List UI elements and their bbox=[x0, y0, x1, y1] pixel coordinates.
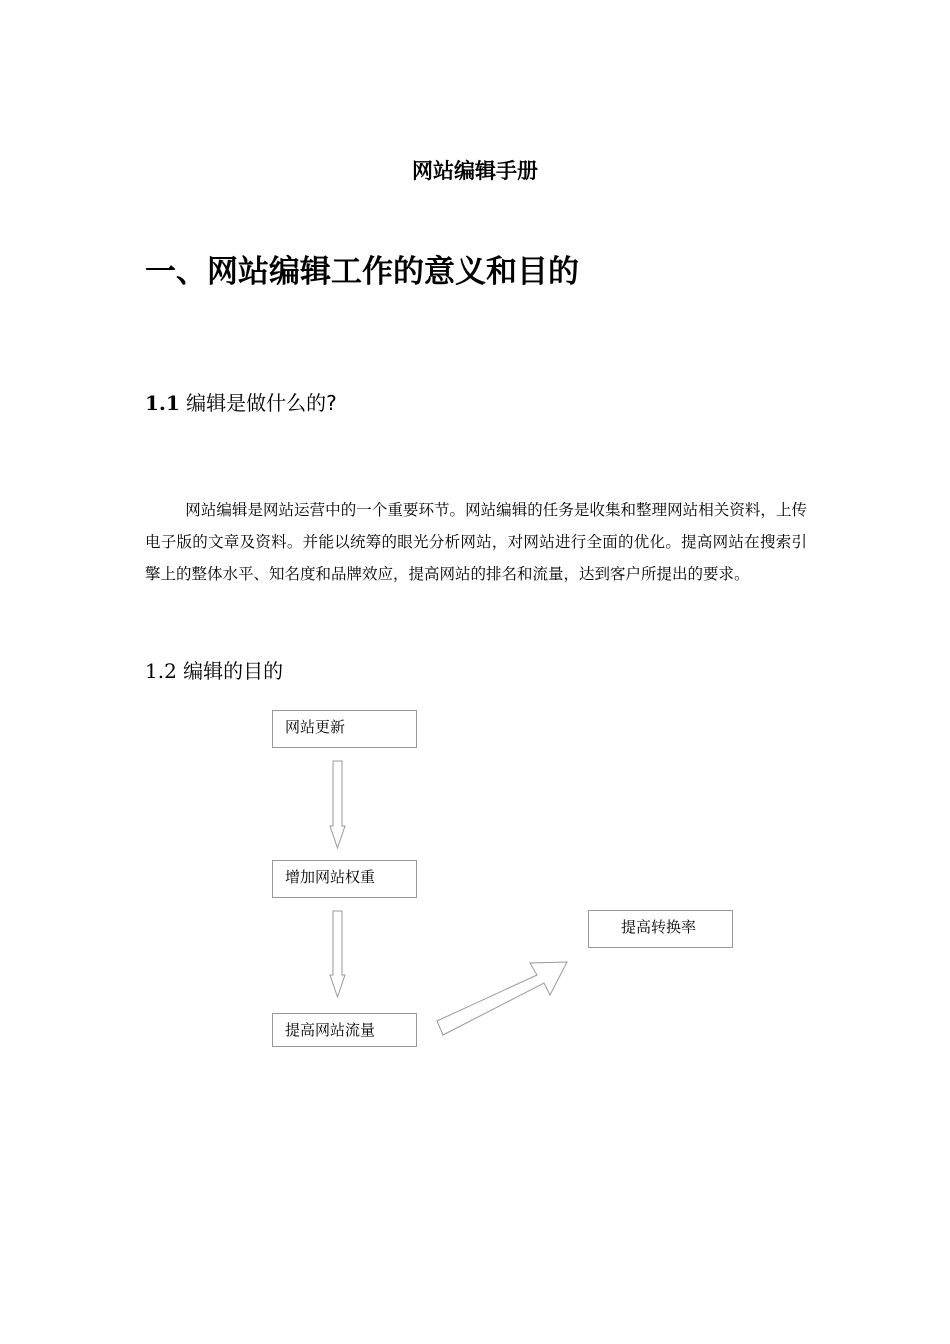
section-number: 1.1 bbox=[145, 391, 180, 415]
document-title: 网站编辑手册 bbox=[412, 159, 538, 183]
flow-box-label: 网站更新 bbox=[285, 718, 346, 736]
section-title: 编辑是做什么的? bbox=[186, 391, 337, 415]
down-arrow-2 bbox=[330, 911, 345, 997]
section-title: 编辑的目的 bbox=[183, 659, 284, 683]
body-paragraph: 网站编辑是网站运营中的一个重要环节。网站编辑的任务是收集和整理网站相关资料，上传电子版的文章及资料。并能以统筹的眼光分析网站，对网站进行全面的优化。提高网站在搜索引擎上的整体水平、知名度和品牌效应，提高网站的排名和流量，达到客户所提出的要求。 bbox=[145, 501, 807, 583]
flow-box-website-update bbox=[272, 710, 417, 748]
heading-section-1: 一、网站编辑工作的意义和目的 bbox=[145, 254, 579, 290]
section-number: 1.2 bbox=[145, 659, 177, 683]
flow-box-increase-weight bbox=[272, 860, 417, 898]
flow-box-increase-traffic bbox=[272, 1013, 417, 1047]
flow-box-conversion-rate bbox=[588, 910, 733, 948]
flow-box-label: 提高网站流量 bbox=[285, 1021, 376, 1039]
flow-box-label: 增加网站权重 bbox=[285, 868, 376, 886]
diagonal-arrow bbox=[437, 962, 567, 1035]
down-arrow-1 bbox=[330, 761, 345, 848]
flow-box-label: 提高转换率 bbox=[621, 918, 697, 936]
